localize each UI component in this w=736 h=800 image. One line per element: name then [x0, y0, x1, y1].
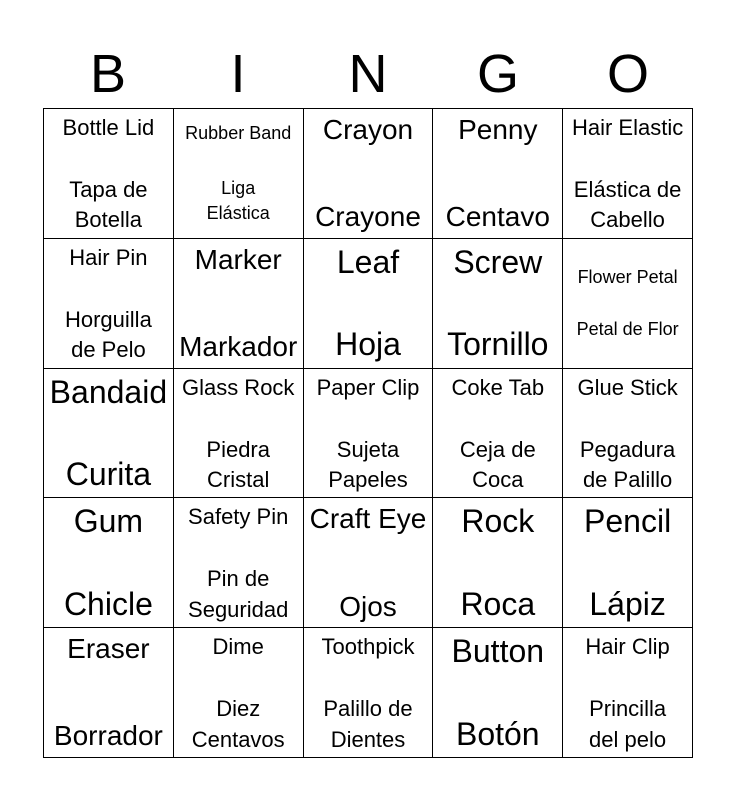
- cell-english-label: Glass Rock: [181, 374, 295, 400]
- cell-english-label: Craft Eye: [309, 503, 427, 535]
- cell-spanish-label: Petal de Flor: [576, 318, 679, 339]
- cell-spanish-label: Ojos: [339, 590, 397, 622]
- cell-english-label: Pencil: [584, 503, 672, 540]
- bingo-cell[interactable]: [304, 109, 434, 239]
- header-letter-o: O: [606, 44, 649, 104]
- cell-spanish-label: Curita: [65, 456, 152, 492]
- header-letter-b: B: [89, 44, 127, 104]
- header-letter-n: N: [348, 44, 388, 104]
- cell-spanish-label: Tapa de Botella: [69, 177, 148, 233]
- cell-spanish-label: Centavo: [445, 201, 550, 233]
- cell-english-label: Dime: [212, 634, 264, 660]
- cell-english-label: Hair Clip: [585, 634, 670, 660]
- bingo-cell[interactable]: [304, 369, 434, 499]
- cell-spanish-label: Diez Centavos: [191, 696, 285, 752]
- cell-spanish-label: Roca: [460, 585, 536, 622]
- cell-spanish-label: Hoja: [335, 326, 401, 363]
- cell-english-label: Paper Clip: [316, 374, 420, 400]
- cell-spanish-label: Botón: [455, 715, 540, 752]
- cell-spanish-label: Piedra Cristal: [206, 436, 270, 493]
- bingo-cell[interactable]: [433, 239, 563, 369]
- cell-spanish-label: Sujeta Papeles: [328, 436, 408, 493]
- cell-english-label: Leaf: [336, 243, 400, 280]
- cell-english-label: Bandaid: [49, 373, 168, 410]
- cell-spanish-label: Elástica de Cabello: [573, 177, 682, 233]
- cell-spanish-label: Tornillo: [447, 326, 549, 363]
- bingo-cell[interactable]: [563, 369, 693, 499]
- bingo-cell[interactable]: [44, 109, 174, 239]
- bingo-cell[interactable]: [563, 498, 693, 628]
- cell-spanish-label: Crayone: [315, 201, 421, 233]
- cell-spanish-label: Pegadura de Palillo: [579, 436, 676, 493]
- bingo-cell[interactable]: [174, 109, 304, 239]
- cell-english-label: Screw: [453, 243, 543, 280]
- cell-spanish-label: Markador: [179, 331, 298, 362]
- cell-spanish-label: Chicle: [63, 585, 153, 622]
- bingo-cell[interactable]: [174, 239, 304, 369]
- cell-spanish-label: Liga Elástica: [206, 178, 270, 223]
- bingo-cell[interactable]: [433, 628, 563, 758]
- bingo-cell[interactable]: [174, 628, 304, 758]
- bingo-cell[interactable]: [563, 109, 693, 239]
- bingo-cell[interactable]: [174, 369, 304, 499]
- cell-english-label: Hair Pin: [69, 244, 148, 270]
- bingo-cell[interactable]: [44, 369, 174, 499]
- bingo-header: [43, 40, 693, 108]
- cell-spanish-label: Pin de Seguridad: [188, 566, 289, 622]
- cell-english-label: Marker: [194, 243, 282, 275]
- cell-english-label: Button: [451, 633, 545, 670]
- cell-spanish-label: Princilla del pelo: [589, 696, 667, 752]
- bingo-cell[interactable]: [563, 628, 693, 758]
- cell-spanish-label: Palillo de Dientes: [323, 696, 413, 752]
- bingo-cell[interactable]: [44, 239, 174, 369]
- cell-spanish-label: Ceja de Coca: [459, 436, 536, 493]
- header-letter-i: I: [230, 44, 246, 104]
- cell-english-label: Hair Elastic: [571, 115, 684, 140]
- bingo-cell[interactable]: [304, 628, 434, 758]
- bingo-grid: [43, 108, 693, 758]
- cell-english-label: Rock: [461, 503, 535, 540]
- cell-english-label: Flower Petal: [577, 266, 678, 287]
- bingo-cell[interactable]: [174, 498, 304, 628]
- cell-english-label: Penny: [458, 114, 538, 145]
- cell-english-label: Bottle Lid: [62, 115, 155, 140]
- cell-english-label: Safety Pin: [188, 504, 289, 530]
- header-letter-g: G: [476, 44, 519, 104]
- cell-english-label: Toothpick: [321, 634, 415, 660]
- bingo-cell[interactable]: [433, 109, 563, 239]
- bingo-cell[interactable]: [44, 628, 174, 758]
- bingo-cell[interactable]: [563, 239, 693, 369]
- cell-english-label: Glue Stick: [577, 374, 678, 400]
- cell-spanish-label: Horguilla de Pelo: [64, 306, 152, 363]
- bingo-cell[interactable]: [304, 239, 434, 369]
- cell-english-label: Rubber Band: [185, 123, 292, 143]
- bingo-cell[interactable]: [433, 498, 563, 628]
- cell-spanish-label: Lápiz: [589, 585, 666, 622]
- cell-english-label: Coke Tab: [451, 374, 545, 400]
- cell-english-label: Gum: [73, 503, 144, 540]
- bingo-cell[interactable]: [433, 369, 563, 499]
- cell-spanish-label: Borrador: [53, 720, 163, 752]
- cell-english-label: Eraser: [67, 633, 150, 665]
- bingo-cell[interactable]: [44, 498, 174, 628]
- cell-english-label: Crayon: [322, 114, 414, 145]
- bingo-cell[interactable]: [304, 498, 434, 628]
